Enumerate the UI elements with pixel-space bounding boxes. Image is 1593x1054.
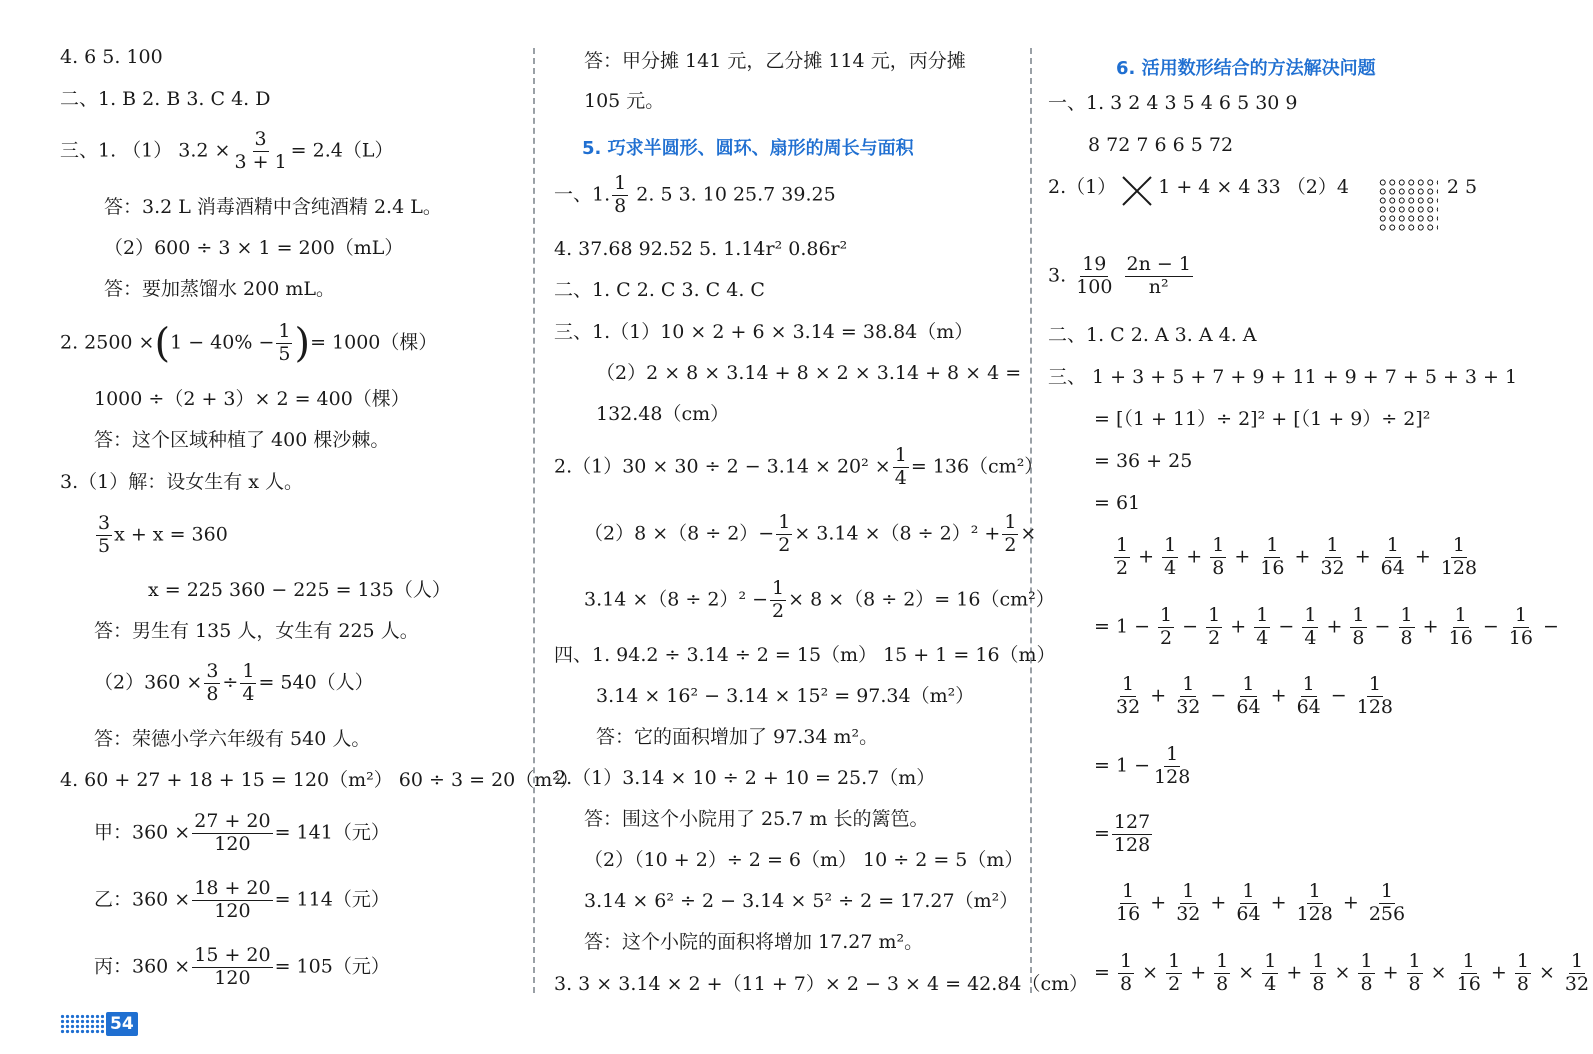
denominator: 32 [1320,556,1345,579]
denominator: 4 [1264,972,1277,995]
fraction [1367,882,1407,925]
operator: + [1320,615,1349,638]
denominator: 32 [1176,695,1201,718]
numerator: 1 [1266,534,1279,556]
operator: × [1424,961,1453,984]
denominator: 8 [1312,972,1325,995]
fraction [276,322,292,365]
denominator: 64 [1236,902,1261,925]
fraction [1379,536,1407,579]
text: 2. 2500 × [60,331,155,354]
answer-line: 3.14 × 6² ÷ 2 − 3.14 × 5² ÷ 2 = 17.27（m²） [584,890,1019,912]
fraction [1174,675,1202,718]
numerator: 1 [772,577,785,599]
answer-line: （2）2 × 8 × 3.14 + 8 × 2 × 3.14 + 8 × 4 = [596,362,1022,384]
operator: + [1336,891,1365,914]
numerator: 1 [1119,950,1133,972]
numerator: 1 [614,172,627,194]
denominator: 8 [1408,972,1421,995]
text: 1 + 4 × 4 33 （2）4 [1158,176,1349,198]
fraction [1118,952,1134,995]
fraction [1318,536,1346,579]
denominator: 4 [1256,626,1269,649]
fraction [1158,606,1174,649]
numerator: 1 [1216,950,1229,972]
paren: ( [154,320,171,367]
numerator: 1 [778,511,791,533]
operator: + [1264,891,1293,914]
fraction [1350,606,1366,649]
fraction [1455,952,1483,995]
answer-line [1048,255,1195,298]
fraction [1254,606,1270,649]
fraction-sum-line [1094,952,1593,995]
page-number [60,1012,138,1036]
numerator: 1 [1360,950,1373,972]
fraction [1262,952,1278,995]
answer-column-left [0,0,579,1000]
answer-line: 二、1. C 2. C 3. C 4. C [554,279,765,301]
numerator: 1 [1242,673,1255,695]
numerator: 15 + 20 [194,944,271,966]
denominator: 32 [1116,695,1141,718]
text: = 105（元） [274,955,390,978]
operator: + [1288,545,1317,568]
numerator: 1 [1256,604,1269,626]
answer-line [94,879,390,922]
answer-line [1094,745,1194,788]
text: 3. [1048,264,1067,287]
numerator: 1 [1308,880,1321,902]
numerator: 1 [1454,604,1467,626]
fraction [240,662,256,705]
answer-line: 四、1. 94.2 ÷ 3.14 ÷ 2 = 15（m） 15 + 1 = 16（m） [554,644,1056,666]
numerator: 1 [1164,534,1177,556]
fraction [1210,536,1226,579]
text: x + x = 360 [114,523,228,546]
operator: − [1176,615,1205,638]
fraction [1515,952,1531,995]
fraction [1358,952,1374,995]
fraction [1114,536,1130,579]
denominator: 64 [1236,695,1261,718]
text: 甲：360 × [94,821,191,844]
answer-line: = 36 + 25 [1094,450,1193,472]
denominator: 128 [1113,833,1151,856]
denominator: 128 [1440,556,1478,579]
denominator: 2 [1208,626,1221,649]
answer-line: 答：荣德小学六年级有 540 人。 [94,728,371,750]
cross-icon [1120,174,1154,208]
fraction [192,879,272,922]
denominator: 256 [1368,902,1406,925]
numerator: 127 [1113,811,1151,833]
answer-line [554,446,1043,489]
fraction [1407,952,1423,995]
operator: + [1224,615,1253,638]
operator: × [1232,961,1261,984]
fraction [612,174,628,217]
answer-line: 3.14 × 16² − 3.14 × 15² = 97.34（m²） [596,685,975,707]
denominator: 2 [772,599,785,622]
answer-line: （2）600 ÷ 3 × 1 = 200（mL） [104,237,404,259]
answer-line: 答：这个小院的面积将增加 17.27 m²。 [584,931,924,953]
fraction [1074,255,1114,298]
fraction [1162,536,1178,579]
answer-line [94,662,374,705]
numerator: 1 [1302,673,1315,695]
numerator: 1 [1166,743,1179,765]
text: = [1094,822,1110,845]
text: = 2.4（L） [290,139,394,162]
text: = 136（cm²） [910,455,1044,478]
answer-line: 105 元。 [584,90,665,112]
text: = 1000（棵） [310,331,438,354]
text: × [1020,522,1037,545]
numerator: 1 [1408,950,1421,972]
operator: × [1136,961,1165,984]
text: 2 5 [1446,176,1478,198]
fraction [1214,952,1230,995]
answer-line [554,174,836,217]
denominator: 2 [1116,556,1129,579]
text: = 540（人） [258,671,374,694]
denominator: 120 [214,966,251,989]
answer-line: 2.（1）3.14 × 10 ÷ 2 + 10 = 25.7（m） [554,767,936,789]
denominator: 8 [1516,972,1529,995]
denominator: 64 [1296,695,1321,718]
denominator: 2 [1160,626,1173,649]
numerator: 1 [1312,950,1325,972]
fraction [1114,882,1142,925]
fraction [1002,513,1018,556]
numerator: 1 [1208,604,1221,626]
section-heading: 6. 活用数形结合的方法解决问题 [1116,58,1376,79]
fraction [1302,606,1318,649]
answer-line: 答：甲分摊 141 元，乙分摊 114 元，丙分摊 [584,50,966,72]
numerator: 1 [1570,950,1584,972]
text: 2. 5 3. 10 25.7 39.25 [636,183,836,206]
numerator: 1 [1122,880,1135,902]
fraction [1166,952,1182,995]
numerator: 1 [1242,880,1255,902]
fraction [1234,675,1262,718]
numerator: 1 [1212,534,1225,556]
denominator: 120 [214,899,251,922]
operator: + [1348,545,1377,568]
answer-line: x = 225 360 − 225 = 135（人） [148,579,451,601]
text: ÷ [222,671,239,694]
fraction [1439,536,1479,579]
operator: = [1094,961,1116,984]
fraction [1206,606,1222,649]
numerator: 1 [1326,534,1339,556]
numerator: 1 [1168,950,1181,972]
fraction [1507,606,1535,649]
answer-line: = [（1 + 11）÷ 2]² + [（1 + 9）÷ 2]² [1094,408,1431,430]
denominator: 128 [1154,765,1191,788]
fraction [1355,675,1395,718]
numerator: 18 + 20 [194,877,271,899]
answer-line: 4. 6 5. 100 [60,46,163,68]
answer-line: 1000 ÷（2 + 3）× 2 = 400（棵） [94,388,410,410]
operator: + [1280,961,1309,984]
denominator: 32 [1564,972,1590,995]
numerator: 2n − 1 [1126,253,1191,275]
answer-line [1094,813,1154,856]
operator: + [1376,961,1405,984]
answer-line: = 61 [1094,492,1141,514]
denominator: 4 [242,682,255,705]
fraction [776,513,792,556]
answer-line: 答：3.2 L 消毒酒精中含纯酒精 2.4 L。 [104,196,442,218]
answer-line: 一、1. 3 2 4 3 5 4 6 5 30 9 [1048,92,1298,114]
text: （2）8 ×（8 ÷ 2）− [584,522,775,545]
fraction [232,130,288,173]
denominator: 3 + 1 [234,150,287,173]
fraction-sum-line [1094,606,1559,649]
answer-line: （2）（10 + 2）÷ 2 = 6（m） 10 ÷ 2 = 5（m） [584,849,1024,871]
denominator: 8 [1212,556,1225,579]
denominator: 16 [1116,902,1141,925]
numerator: 1 [1160,604,1173,626]
answer-line [94,946,390,989]
numerator: 1 [1182,673,1195,695]
numerator: 1 [1368,673,1381,695]
operator: × [1328,961,1357,984]
denominator: 2 [778,533,791,556]
numerator: 1 [1400,604,1413,626]
numerator: 1 [1182,880,1195,902]
answer-line [584,513,1036,556]
operator: + [1264,684,1293,707]
denominator: 128 [1296,902,1333,925]
operator: = 1 − [1094,615,1157,638]
operator: + [1416,615,1445,638]
paren: ) [294,320,311,367]
answer-line [584,579,1055,622]
answer-line [94,812,390,855]
numerator: 1 [1514,604,1527,626]
text: 三、1. （1） 3.2 × [60,139,231,162]
fraction [1234,882,1262,925]
denominator: 16 [1260,556,1285,579]
operator: − [1204,684,1233,707]
answer-line: 4. 37.68 92.52 5. 1.14r² 0.86r² [554,238,848,260]
answer-column-right [1040,0,1590,1000]
numerator: 3 [98,512,111,534]
fraction [893,446,909,489]
fraction-sum-line [1112,675,1397,718]
operator: + [1204,891,1233,914]
fraction [770,579,786,622]
fraction [1125,255,1193,298]
column-divider-1 [533,48,535,993]
numerator: 3 [254,128,267,150]
operator: + [1144,684,1173,707]
operator: + [1408,545,1437,568]
numerator: 1 [1264,950,1277,972]
text: = 114（元） [274,888,390,911]
operator: − [1536,615,1559,638]
denominator: 100 [1076,275,1113,298]
fraction [1295,882,1335,925]
text: × 3.14 ×（8 ÷ 2）² + [794,522,1001,545]
numerator: 1 [278,320,291,342]
text: 丙：360 × [94,955,191,978]
dot-grid-figure [1378,178,1438,232]
denominator: 64 [1380,556,1405,579]
answer-line: 答：男生有 135 人，女生有 225 人。 [94,620,419,642]
answer-line: 答：它的面积增加了 97.34 m²。 [596,726,879,748]
numerator: 1 [1116,534,1129,556]
denominator: 2 [1004,533,1017,556]
text: （2）360 × [94,671,203,694]
denominator: 8 [1216,972,1229,995]
fraction [1258,536,1286,579]
numerator: 1 [1386,534,1399,556]
operator: + [1184,961,1213,984]
text: 乙：360 × [94,888,191,911]
numerator: 1 [1516,950,1529,972]
dots-decoration [60,1014,104,1034]
fraction [192,946,272,989]
fraction [192,812,272,855]
denominator: 32 [1176,902,1201,925]
denominator: 4 [894,466,907,489]
answer-line [60,322,437,365]
answer-line: 答：围这个小院用了 25.7 m 长的篱笆。 [584,808,929,830]
denominator: 8 [1352,626,1365,649]
denominator: 8 [206,682,219,705]
operator: × [1532,961,1561,984]
denominator: 16 [1508,626,1533,649]
answer-line [60,130,393,173]
page-number-label: 54 [106,1012,138,1036]
denominator: 8 [614,194,627,217]
numerator: 1 [1004,511,1017,533]
operator: − [1476,615,1505,638]
answer-line: 答：这个区域种植了 400 棵沙棘。 [94,429,390,451]
denominator: 4 [1164,556,1177,579]
denominator: 128 [1356,695,1394,718]
denominator: 2 [1168,972,1181,995]
numerator: 1 [1462,950,1475,972]
denominator: 4 [1304,626,1317,649]
text: = 1 − [1094,754,1151,777]
numerator: 1 [1122,673,1135,695]
text: 2.（1） [1048,176,1117,198]
operator: − [1368,615,1397,638]
text: 一、1. [554,183,611,206]
numerator: 19 [1082,253,1107,275]
text: = 141（元） [274,821,390,844]
section-heading: 5. 巧求半圆形、圆环、扇形的周长与面积 [582,138,914,159]
denominator: n² [1148,275,1169,298]
denominator: 5 [278,342,291,365]
numerator: 1 [1304,604,1317,626]
operator: + [1144,891,1173,914]
fraction [1399,606,1415,649]
fraction-sum-line [1112,536,1481,579]
numerator: 27 + 20 [194,810,271,832]
fraction [1152,745,1192,788]
fraction [204,662,220,705]
text: 2.（1）30 × 30 ÷ 2 − 3.14 × 20² × [554,455,891,478]
fraction [1114,675,1142,718]
fraction-sum-line [1112,882,1409,925]
answer-line: 4. 60 + 27 + 18 + 15 = 120（m²） 60 ÷ 3 = 20（m²） [60,769,579,791]
numerator: 1 [242,660,255,682]
operator: + [1228,545,1257,568]
answer-line: 二、1. C 2. A 3. A 4. A [1048,324,1257,346]
denominator: 16 [1456,972,1481,995]
denominator: 8 [1119,972,1133,995]
numerator: 1 [1380,880,1393,902]
text: 1 − 40% − [170,331,275,354]
fraction [1174,882,1202,925]
answer-line [94,514,228,557]
answer-line: 二、1. B 2. B 3. C 4. D [60,88,271,110]
answer-line: 3.（1）解：设女生有 x 人。 [60,471,304,493]
fraction [1295,675,1323,718]
denominator: 16 [1448,626,1473,649]
denominator: 8 [1360,972,1373,995]
fraction [1447,606,1475,649]
numerator: 1 [894,444,907,466]
denominator: 120 [214,832,251,855]
fraction [1563,952,1591,995]
operator: + [1180,545,1209,568]
answer-line: 三、1.（1）10 × 2 + 6 × 3.14 = 38.84（m） [554,321,974,343]
numerator: 1 [1452,534,1466,556]
denominator: 8 [1400,626,1413,649]
text: 3.14 ×（8 ÷ 2）² − [584,588,769,611]
answer-line: 3. 3 × 3.14 × 2 +（11 + 7）× 2 − 3 × 4 = 42.84（cm） [554,973,1089,995]
answer-line: 三、 1 + 3 + 5 + 7 + 9 + 11 + 9 + 7 + 5 + 3 + 1 [1048,366,1518,388]
operator: + [1484,961,1513,984]
numerator: 3 [206,660,219,682]
answer-line: 8 72 7 6 6 5 72 [1088,134,1234,156]
numerator: 1 [1352,604,1365,626]
answer-column-middle [540,0,1089,1000]
answer-line: 答：要加蒸馏水 200 mL。 [104,278,335,300]
fraction [1310,952,1326,995]
fraction [96,514,112,557]
text: × 8 ×（8 ÷ 2）= 16（cm²） [788,588,1055,611]
operator: − [1272,615,1301,638]
operator: + [1132,545,1161,568]
operator: − [1324,684,1353,707]
fraction [1112,813,1152,856]
answer-line: 132.48（cm） [596,403,730,425]
denominator: 5 [98,534,111,557]
